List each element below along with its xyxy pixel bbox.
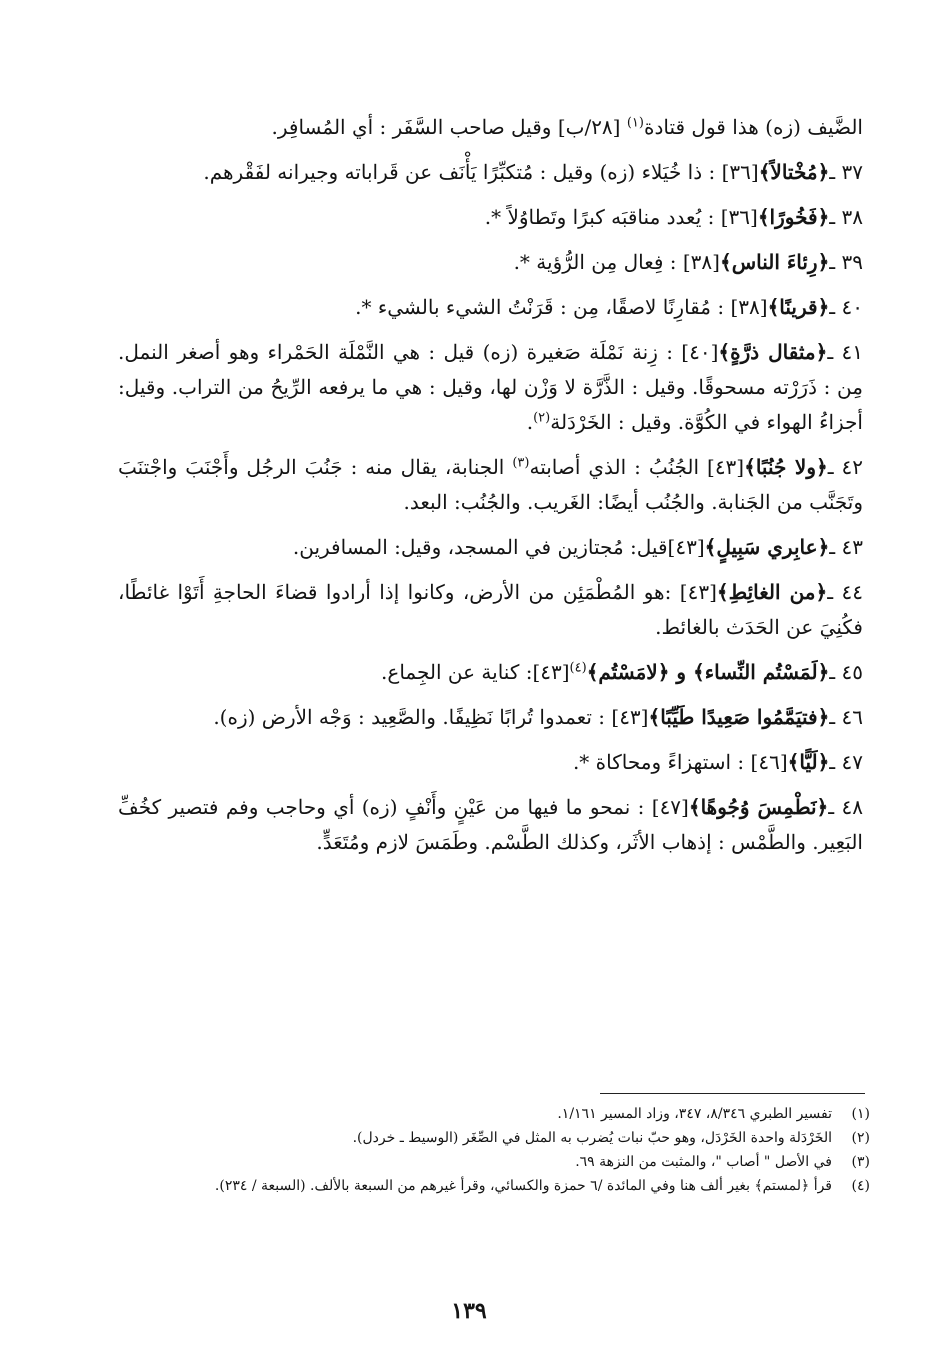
entry-reference: [٤٦] (750, 750, 788, 774)
footnote-text: قرأ ﴿لمستم﴾ بغير ألف هنا وفي المائدة /٦ حمزة والكسائي، وقرأ غيرهم من السبعة بالألف. (السبعة / ٢٣٤). (214, 1178, 832, 1194)
footnote (130, 1102, 870, 1126)
entry-paragraph (118, 450, 863, 520)
entry-text-tail: . (526, 410, 534, 434)
entry-reference: [٣٨] (682, 250, 720, 274)
entry-paragraph (118, 290, 863, 325)
entry-text: قيل: مُجتازين في المسجد، وقيل: المسافرين. (292, 535, 668, 559)
entry-term: ﴿ولا جُنُبًا﴾ (744, 455, 828, 479)
footnote-number: (٤) (851, 1178, 870, 1194)
entry-term: ﴿فتيَمَّمُوا صَعِيدًا طَيِّبًا﴾ (648, 705, 830, 729)
entry-term: ﴿لَمَسْتُم النِّساء﴾ و ﴿لامَسْتُم﴾ (586, 660, 830, 684)
footnote-text: في الأصل " أصاب "، والمثبت من النزهة ٦٩. (575, 1154, 832, 1170)
footnote (130, 1126, 870, 1150)
footnote-marker: (٣) (512, 455, 530, 471)
footnote-number: (٣) (851, 1154, 870, 1170)
entry-text: الضَّيف (زه) هذا قول قتادة (643, 115, 863, 139)
entry-paragraph (118, 335, 863, 440)
entry-text: الجُنُبُ : الذي أصابته (529, 455, 707, 479)
footnote (130, 1150, 870, 1174)
entry-reference: [٤٣] (667, 535, 705, 559)
entry-number: ٤٤ ـ (827, 580, 864, 604)
entry-paragraph (118, 245, 863, 280)
entry-number: ٤٠ ـ (829, 295, 863, 319)
entry-number: ٣٩ ـ (829, 250, 863, 274)
entry-number: ٣٨ ـ (829, 205, 863, 229)
entry-text: : ذا خُيَلاء (زه) وقيل : مُتكبِّرًا يَأْنَف عن قَراباته وجيرانه لفَقْرهم. (203, 160, 722, 184)
entry-text-tail: [٤٣]: كناية عن الجِماع. (381, 660, 570, 684)
footnote-number: (١) (851, 1106, 870, 1122)
entry-paragraph (118, 155, 863, 190)
entry-text: : تعمدوا تُرابًا نَظِيفًا. والصَّعِيد : وَجْه الأرض (زه). (213, 705, 612, 729)
entry-text: : يُعدد مناقبَه كبرًا وتَطاوُلاً *. (484, 205, 721, 229)
footnote-text: الخَرْدَلة واحدة الخَرْدَل، وهو حبّ نبات يُضرب به المثل في الصِّغَر (الوسيط ـ خردل). (352, 1130, 832, 1146)
entry-term: ﴿نَطْمِسَ وُجُوهًا﴾ (688, 795, 829, 819)
footnote-marker: (١) (626, 115, 644, 131)
entry-paragraph (118, 700, 863, 735)
page-number: ١٣٩ (451, 1298, 487, 1324)
entry-paragraph (118, 530, 863, 565)
entry-reference: [٣٦] (720, 205, 758, 229)
entry-text: : استهزاءً ومحاكاة *. (572, 750, 751, 774)
entry-paragraph (118, 655, 863, 690)
entry-reference: [٤٧] (651, 795, 689, 819)
entry-number: ٤٧ ـ (829, 750, 863, 774)
entry-reference: [٤٣] (707, 455, 745, 479)
entry-reference: [٣٦] (721, 160, 759, 184)
entry-paragraph (118, 110, 863, 145)
footnote (130, 1174, 870, 1198)
footnotes (130, 1102, 870, 1198)
entry-number: ٤١ ـ (827, 340, 864, 364)
entry-reference: [٤٣] (679, 580, 717, 604)
entry-term: ﴿عابِري سَبِيلٍ﴾ (704, 535, 830, 559)
entry-text: : نمحو ما فيها من عَيْنٍ وأَنْفٍ (زه) أي وحاجب وفم فتصير كخُفِّ البَعِير. والطَّمْس : إذهاب الأثَر، وكذلك الطَّسْم. وطَمَسَ لازم ومُتَعَدٍّ. (118, 795, 863, 854)
entry-text: : فِعال مِن الرُّؤية *. (513, 250, 683, 274)
entry-term: ﴿من الغائِطِ﴾ (716, 580, 828, 604)
entry-text-tail: [٢٨/ب] وقيل صاحب السَّفَر : أي المُسافِر. (271, 115, 627, 139)
entry-reference: [٣٨] (730, 295, 768, 319)
entry-term: ﴿فَخُورًا﴾ (757, 205, 830, 229)
footnote-number: (٢) (851, 1130, 870, 1146)
entry-paragraph (118, 745, 863, 780)
entry-number: ٤٥ ـ (829, 660, 863, 684)
entry-text-tail: الجنابة، يقال منه : جَنُبَ الرجُل وأَجْنَبَ واجْتنَبَ وتَجَنَّب من الجَنابة. والجُنُب أيضًا: الغَريب. والجُنُب: البعد. (118, 455, 863, 514)
entry-term: ﴿قرينًا﴾ (767, 295, 830, 319)
body-text (118, 110, 863, 870)
entry-paragraph (118, 790, 863, 860)
footnote-marker: (٢) (533, 410, 551, 426)
entry-text: : زِنة نَمْلَة صَغيرة (زه) قيل : هي النَّمْلَة الحَمْراء وهو أصغر النمل. مِن : ذَرَرْته مسحوقًا. وقيل : الذَّرَّة لا وَزْن لها، وقيل : هي ما يرفعه الرِّيحُ من التراب. وقيل: أجزاءُ الهواء في الكُوَّة. وقيل : الخَرْدَلة (118, 340, 863, 434)
entry-number: ٤٦ ـ (829, 705, 863, 729)
entry-text: :هو المُطْمَئِن من الأرض، وكانوا إذا أرادوا قضاءَ الحاجةِ أَتَوْا غائطًا، فكُنِيَ عن الحَدَث بالغائط. (118, 580, 863, 639)
entry-paragraph (118, 575, 863, 645)
entry-reference: [٤٠] (681, 340, 719, 364)
entry-term: ﴿مثقال ذرَّةٍ﴾ (718, 340, 828, 364)
entry-number: ٣٧ ـ (829, 160, 863, 184)
entry-number: ٤٣ ـ (829, 535, 863, 559)
entry-paragraph (118, 200, 863, 235)
footnote-separator (600, 1093, 865, 1094)
entry-term: ﴿لَيًّا﴾ (787, 750, 830, 774)
entry-number: ٤٢ ـ (827, 455, 863, 479)
footnote-marker: (٤) (569, 660, 587, 676)
entry-text: : مُقارِنًا لاصقًا، مِن : قَرَنْتُ الشيء بالشيء *. (355, 295, 731, 319)
entry-reference: [٤٣] (611, 705, 649, 729)
entry-term: ﴿مُخْتالاً﴾ (758, 160, 830, 184)
entry-term: ﴿رِئاءَ الناس﴾ (719, 250, 830, 274)
footnote-text: تفسير الطبري ٨/٣٤٦، ٣٤٧، وزاد المسير ١/١٦١. (557, 1106, 832, 1122)
entry-number: ٤٨ ـ (828, 795, 863, 819)
